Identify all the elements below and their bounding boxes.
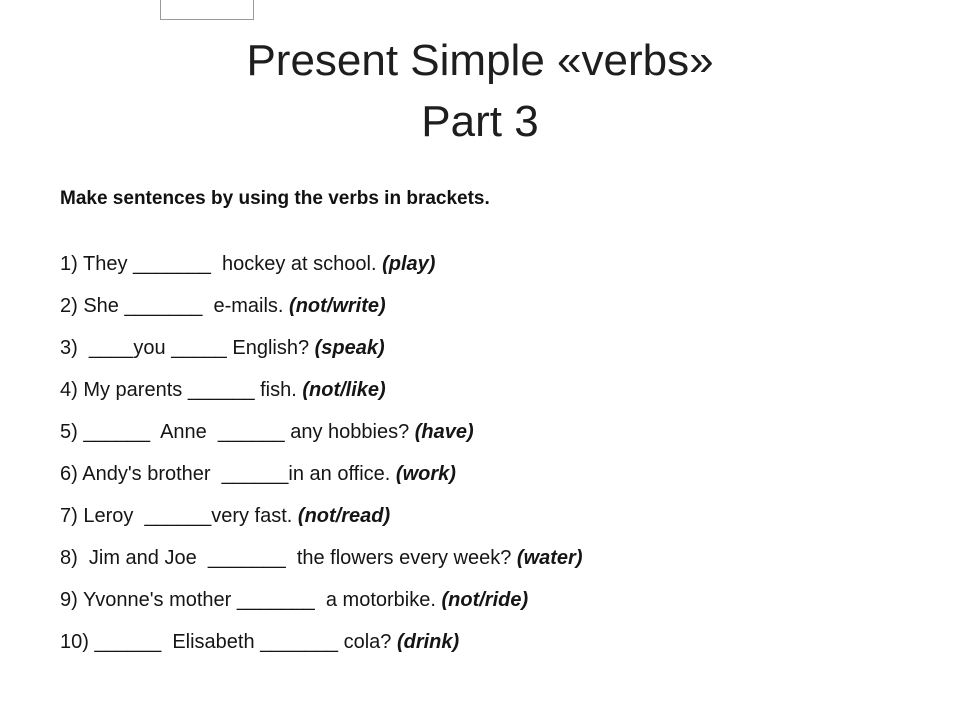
exercise-sentence: 3) ____you _____ English?	[60, 337, 315, 359]
verb-hint: (play)	[382, 253, 436, 275]
exercise-item-10	[60, 627, 583, 669]
verb-hint: (speak)	[314, 337, 385, 359]
exercise-item-4	[60, 375, 583, 417]
verb-hint: (drink)	[396, 631, 460, 653]
exercise-item-2	[60, 291, 583, 333]
exercise-list	[60, 249, 583, 669]
exercise-sentence: 4) My parents ______ fish.	[60, 379, 303, 401]
verb-hint: (not/write)	[289, 295, 386, 317]
verb-hint: (not/like)	[302, 379, 386, 401]
verb-hint: (work)	[395, 463, 456, 485]
exercise-sentence: 7) Leroy ______very fast.	[60, 505, 298, 527]
verb-hint: (not/ride)	[441, 589, 529, 611]
verb-hint: (have)	[414, 421, 474, 443]
exercise-sentence: 6) Andy's brother ______in an office.	[60, 463, 396, 485]
page-title: Present Simple «verbs»	[246, 36, 714, 85]
exercise-sentence: 5) ______ Anne ______ any hobbies?	[60, 421, 415, 443]
exercise-item-6	[60, 459, 583, 501]
exercise-sentence: 2) She _______ e-mails.	[60, 295, 290, 317]
exercise-item-3	[60, 333, 583, 375]
exercise-item-1	[60, 249, 583, 291]
exercise-item-5	[60, 417, 583, 459]
instruction-text: Make sentences by using the verbs in brackets.	[60, 188, 490, 209]
verb-hint: (not/read)	[297, 505, 391, 527]
verb-hint: (water)	[516, 547, 583, 569]
exercise-item-7	[60, 501, 583, 543]
corner-frame	[160, 0, 254, 20]
exercise-sentence: 10) ______ Elisabeth _______ cola?	[60, 631, 397, 653]
exercise-sentence: 1) They _______ hockey at school.	[60, 253, 383, 275]
exercise-item-9	[60, 585, 583, 627]
exercise-sentence: 9) Yvonne's mother _______ a motorbike.	[60, 589, 442, 611]
exercise-item-8	[60, 543, 583, 585]
exercise-sentence: 8) Jim and Joe _______ the flowers every week?	[60, 547, 517, 569]
page-subtitle: Part 3	[421, 97, 539, 146]
